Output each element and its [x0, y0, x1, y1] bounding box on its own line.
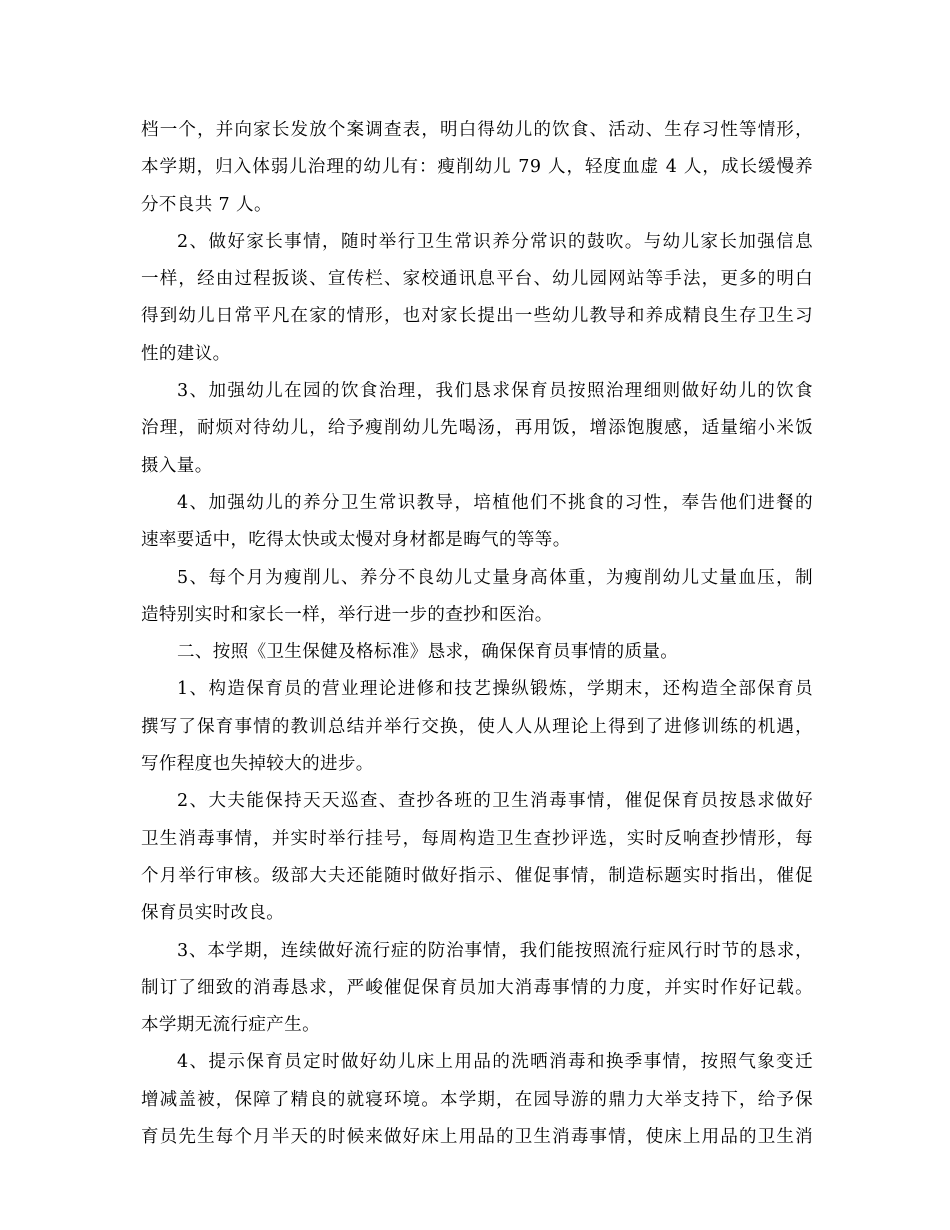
text-line: 育员先生每个月半天的时候来做好床上用品的卫生消毒事情，使床上用品的卫生消 — [141, 1127, 813, 1148]
text-line: 摄入量。 — [141, 455, 213, 476]
text-line: 保育员实时改良。 — [141, 903, 285, 924]
text-line: 3、加强幼儿在园的饮食治理，我们恳求保育员按照治理细则做好幼儿的饮食 — [177, 381, 813, 402]
text-line: 3、本学期，连续做好流行症的防治事情，我们能按照流行症风行时节的恳求， — [177, 940, 813, 961]
text-line: 卫生消毒事情，并实时举行挂号，每周构造卫生查抄评选，实时反响查抄情形，每 — [141, 828, 813, 849]
text-line: 二、按照《卫生保健及格标准》恳求，确保保育员事情的质量。 — [177, 642, 679, 663]
text-line: 本学期无流行症产生。 — [141, 1015, 320, 1036]
text-line: 写作程度也失掉较大的进步。 — [141, 754, 374, 775]
text-line: 治理，耐烦对待幼儿，给予瘦削幼儿先喝汤，再用饭，增添饱腹感，适量缩小米饭 — [141, 418, 813, 439]
body-text — [141, 112, 813, 1156]
text-line: 制订了细致的消毒恳求，严峻催促保育员加大消毒事情的力度，并实时作好记载。 — [141, 977, 813, 998]
text-line: 1、构造保育员的营业理论进修和技艺操纵锻炼，学期末，还构造全部保育员 — [177, 679, 813, 700]
text-line: 造特别实时和家长一样，举行进一步的查抄和医治。 — [141, 604, 553, 625]
text-line: 档一个，并向家长发放个案调查表，明白得幼儿的饮食、活动、生存习性等情形， — [141, 120, 813, 140]
text-line: 增减盖被，保障了精良的就寝环境。本学期，在园导游的鼎力大举支持下，给予保 — [141, 1089, 813, 1110]
text-line: 得到幼儿日常平凡在家的情形，也对家长提出一些幼儿教导和养成精良生存卫生习 — [141, 306, 813, 327]
text-line: 2、做好家长事情，随时举行卫生常识养分常识的鼓吹。与幼儿家长加强信息 — [177, 231, 813, 252]
text-line: 一样，经由过程扳谈、宣传栏、家校通讯息平台、幼儿园网站等手法，更多的明白 — [141, 269, 813, 290]
text-line: 撰写了保育事情的教训总结并举行交换，使人人从理论上得到了进修训练的机遇， — [141, 716, 813, 737]
text-line: 4、加强幼儿的养分卫生常识教导，培植他们不挑食的习性，奉告他们进餐的 — [177, 492, 813, 513]
text-line: 分不良共 7 人。 — [141, 194, 272, 215]
text-line: 个月举行审核。级部大夫还能随时做好指示、催促事情，制造标题实时指出，催促 — [141, 865, 813, 886]
text-line: 2、大夫能保持天天巡查、查抄各班的卫生消毒事情，催促保育员按恳求做好 — [177, 791, 813, 812]
text-line: 速率要适中，吃得太快或太慢对身材都是晦气的等等。 — [141, 530, 571, 551]
text-line: 4、提示保育员定时做好幼儿床上用品的洗晒消毒和换季事情，按照气象变迁 — [177, 1052, 813, 1073]
text-line: 性的建议。 — [141, 343, 231, 364]
text-line: 5、每个月为瘦削儿、养分不良幼儿丈量身高体重，为瘦削幼儿丈量血压，制 — [177, 567, 813, 588]
text-line: 本学期，归入体弱儿治理的幼儿有：瘦削幼儿 79 人，轻度血虚 4 人，成长缓慢养 — [141, 157, 813, 178]
